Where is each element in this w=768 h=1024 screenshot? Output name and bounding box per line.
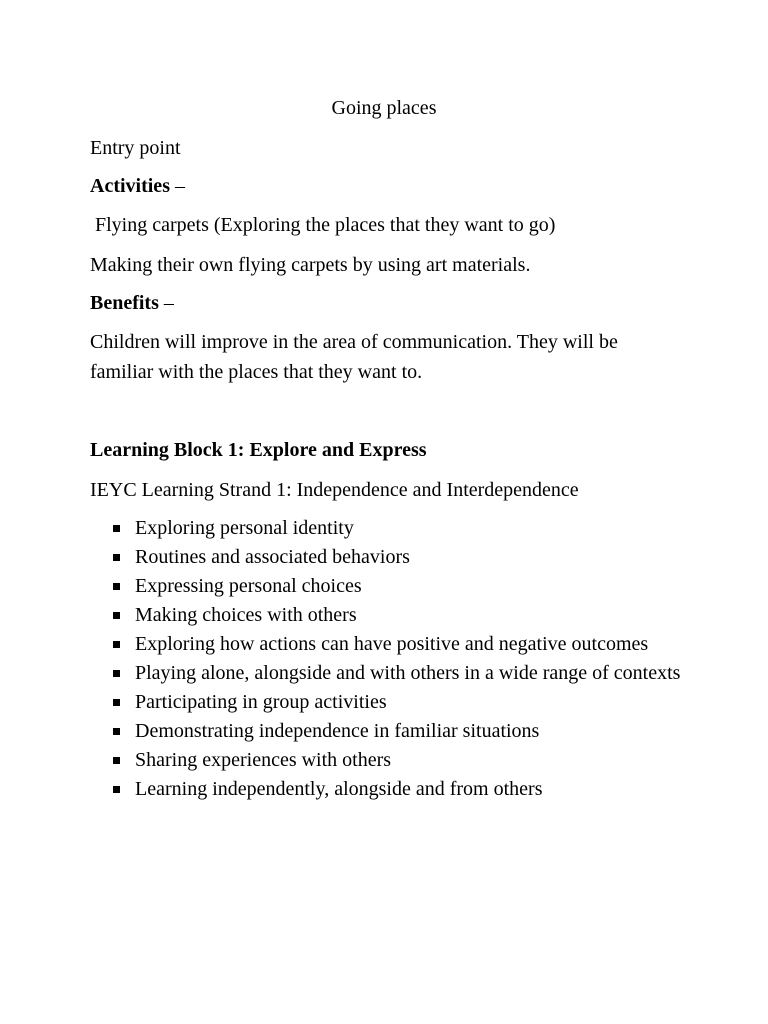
benefits-paragraph: Children will improve in the area of communication. They will be familiar with the places that they want to.: [90, 331, 618, 383]
activities-dash: –: [169, 175, 185, 197]
list-item-text: Exploring personal identity: [135, 517, 354, 539]
list-item-text: Routines and associated behaviors: [135, 546, 410, 568]
list-item-text: Learning independently, alongside and from others: [135, 778, 543, 800]
list-item: [110, 659, 710, 688]
list-item: [110, 514, 710, 543]
list-item-text: Participating in group activities: [135, 691, 387, 713]
square-bullet-icon: [113, 728, 120, 735]
benefits-dash: –: [158, 292, 174, 314]
learning-strand-bullet-list: [110, 514, 710, 804]
list-item: [110, 717, 710, 746]
learning-block-heading: Learning Block 1: Explore and Express: [90, 439, 427, 461]
square-bullet-icon: [113, 525, 120, 532]
square-bullet-icon: [113, 786, 120, 793]
entry-point-label: Entry point: [90, 137, 181, 159]
list-item-text: Sharing experiences with others: [135, 749, 392, 771]
square-bullet-icon: [113, 699, 120, 706]
list-item: [110, 630, 710, 659]
activities-heading-line: [90, 174, 185, 198]
benefits-heading: Benefits: [90, 292, 159, 314]
activities-heading: Activities: [90, 175, 170, 197]
list-item-text: Playing alone, alongside and with others in a wide range of contexts: [135, 662, 681, 684]
list-item-text: Expressing personal choices: [135, 575, 362, 597]
square-bullet-icon: [113, 612, 120, 619]
square-bullet-icon: [113, 554, 120, 561]
list-item: [110, 775, 710, 804]
benefits-heading-line: [90, 291, 174, 315]
list-item-text: Making choices with others: [135, 604, 357, 626]
square-bullet-icon: [113, 757, 120, 764]
list-item: [110, 543, 710, 572]
square-bullet-icon: [113, 670, 120, 677]
list-item: [110, 572, 710, 601]
square-bullet-icon: [113, 641, 120, 648]
strand-title: IEYC Learning Strand 1: Independence and Interdependence: [90, 479, 579, 501]
activity-item-1: Flying carpets (Exploring the places that they want to go): [90, 214, 556, 236]
list-item: [110, 601, 710, 630]
list-item: [110, 746, 710, 775]
list-item-text: Exploring how actions can have positive and negative outcomes: [135, 633, 649, 655]
list-item-text: Demonstrating independence in familiar situations: [135, 720, 540, 742]
activity-item-2: Making their own flying carpets by using art materials.: [90, 254, 531, 276]
square-bullet-icon: [113, 583, 120, 590]
document-title: Going places: [331, 97, 437, 119]
list-item: [110, 688, 710, 717]
